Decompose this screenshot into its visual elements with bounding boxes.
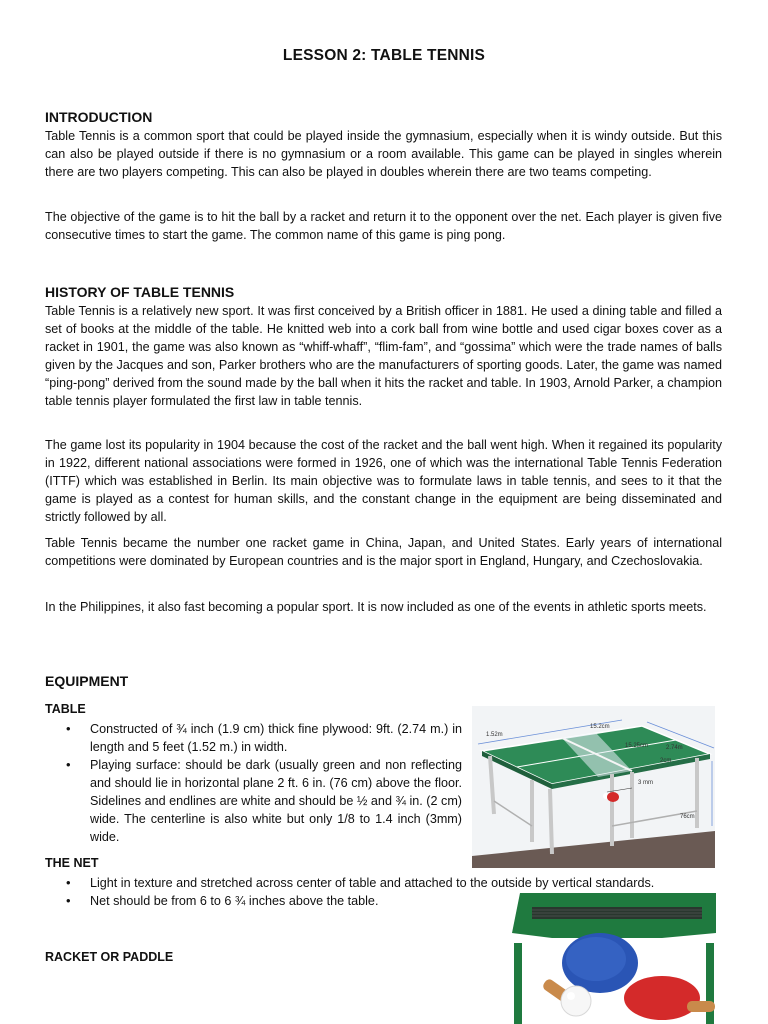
list-item: • Net should be from 6 to 6 ¾ inches above the table.: [45, 892, 722, 910]
dimension-label: 3 mm: [638, 780, 653, 786]
net-subheading: THE NET: [45, 856, 99, 870]
dimension-label: 76cm: [680, 814, 695, 820]
dimension-label: 2.74m: [666, 745, 683, 751]
introduction-paragraph: The objective of the game is to hit the ball by a racket and return it to the opponent over the net. Each player is given five consecutive times to start the game. The common name of this game is ping pong.: [45, 210, 722, 242]
paddle-icon: [607, 792, 619, 802]
equipment-heading: EQUIPMENT: [45, 673, 129, 689]
history-heading: HISTORY OF TABLE TENNIS: [45, 284, 235, 300]
dimension-label: 15.2cm: [590, 724, 610, 730]
table-subheading: TABLE: [45, 702, 86, 716]
page-title: LESSON 2: TABLE TENNIS: [282, 47, 486, 64]
paddle-and-ball-photo: [512, 893, 716, 1024]
history-paragraph: In the Philippines, it also fast becoming a popular sport. It is now included as one of the events in athletic sports meets.: [45, 600, 707, 614]
history-paragraph: The game lost its popularity in 1904 because the cost of the racket and the ball went high. When it regained its popularity in 1922, different national associations were formed in 1926, one of which was the international Table Tennis Federation (ITTF) which was established in Berlin. Its main objective was to formulate laws in table tennis, and sees to it that the game is played as a contest for human skills, and the constant change in the equipment are being disseminated and strictly followed by all.: [45, 438, 722, 524]
list-item: • Constructed of ¾ inch (1.9 cm) thick fine plywood: 9ft. (2.74 m.) in length and 5 feet (1.52 m.) in width.: [45, 720, 462, 756]
dimension-label: 2cm: [660, 758, 672, 764]
ping-pong-ball-icon: [561, 986, 591, 1016]
history-paragraph: Table Tennis is a relatively new sport. It was first conceived by a British officer in 1881. He used a dining table and filled a set of books at the middle of the table. He knitted web into a cork ball from wine bottle and used cigar boxes cover as a racket in 1901, the game was also known as “whiff-whaff”, “flim-fam”, and “gossima” which were the trade names of balls given by the Jacques and son, Parker brothers who are the manufacturers of sporting goods. Later, the game was named “ping-pong” derived from the sound made by the ball when it hits the racket and table. In 1903, Arnold Parker, a champion table tennis player formulated the first law in table tennis.: [45, 304, 722, 408]
dimension-label: 15.25cm: [625, 743, 649, 749]
history-paragraph: Table Tennis became the number one racket game in China, Japan, and United States. Early years of international competitions were dominated by European countries and is the major sport in England, Hungary, and Czechoslovakia.: [45, 536, 722, 568]
introduction-paragraph: Table Tennis is a common sport that could be played inside the gymnasium, especially when it is windy outside. But this can also be played outside if there is no gymnasium or a room available. This game can be played in singles wherein there are two players competing. This can also be played in doubles wherein there are two teams competing.: [45, 129, 722, 179]
racket-subheading: RACKET OR PADDLE: [45, 950, 174, 964]
list-item: • Light in texture and stretched across center of table and attached to the outside by vertical standards.: [45, 874, 722, 892]
dimension-label: 1.52m: [486, 732, 503, 738]
table-tennis-table-diagram: [472, 706, 715, 868]
table-bullet-list: [45, 720, 462, 846]
list-item: • Playing surface: should be dark (usually green and non reflecting and should lie in horizontal plane 2 ft. 6 in. (76 cm) above the floor. Sidelines and endlines are white and should be ½ and ¾ in. (2 cm) wide. The centerline is also white but only 1/8 to 1.4 inch (3mm) wide.: [45, 756, 462, 846]
introduction-heading: INTRODUCTION: [45, 109, 153, 125]
red-paddle-icon: [624, 976, 700, 1020]
